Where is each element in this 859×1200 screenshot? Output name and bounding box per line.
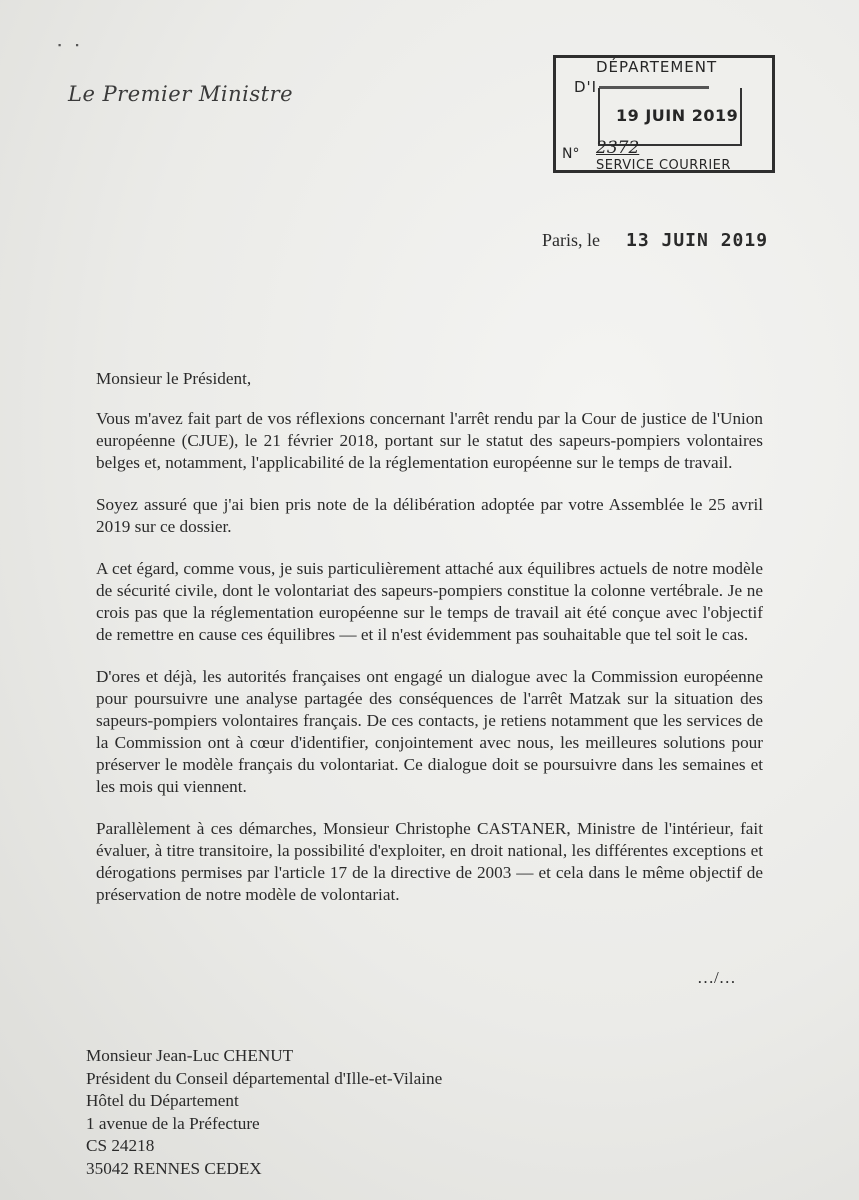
recipient-address <box>86 1045 442 1180</box>
paragraph: A cet égard, comme vous, je suis particulièrement attaché aux équilibres actuels de notre modèle de sécurité civile, dont le volontariat des sapeurs-pompiers constitue la colonne vertébrale. Je ne crois pas que la réglementation européenne sur le temps de travail ait été conçue avec l'objectif de remettre en cause ces équilibres — et il n'est évidemment pas souhaitable que tel soit le cas. <box>96 559 763 644</box>
address-line: CS 24218 <box>86 1136 155 1155</box>
corner-mark: ▪ ▪ <box>58 40 85 50</box>
address-line: 35042 RENNES CEDEX <box>86 1158 262 1178</box>
address-line: 1 avenue de la Préfecture <box>86 1113 260 1133</box>
salutation: Monsieur le Président, <box>96 369 252 388</box>
stamp-number: 2372 <box>596 138 640 158</box>
address-line: Monsieur Jean-Luc CHENUT <box>86 1046 294 1065</box>
stamp-department-line2: D'I <box>574 78 709 96</box>
date-place: Paris, le <box>542 230 600 250</box>
stamp-number-label: N° <box>562 146 580 162</box>
address-line: Président du Conseil départemental d'Ille-et-Vilaine <box>86 1068 443 1088</box>
date-line <box>542 230 768 251</box>
letter-body <box>96 368 763 926</box>
paragraph: Vous m'avez fait part de vos réflexions concernant l'arrêt rendu par la Cour de justice de l'Union européenne (CJUE), le 21 février 2018, portant sur le statut des sapeurs-pompiers volontaires belges et, notamment, l'applicabilité de la réglementation européenne sur le temps de travail. <box>96 409 763 472</box>
paragraph: Soyez assuré que j'ai bien pris note de la délibération adoptée par votre Assemblée le 25 avril 2019 sur ce dossier. <box>96 495 763 536</box>
paragraph: D'ores et déjà, les autorités françaises ont engagé un dialogue avec la Commission européenne pour poursuivre une analyse partagée des conséquences de l'arrêt Matzak sur la situation des sapeurs-pompiers volontaires français. De ces contacts, je retiens notamment que les services de la Commission ont à cœur d'identifier, conjointement avec nous, les meilleures solutions pour préserver le modèle français du volontariat. Ce dialogue doit se poursuivre dans les semaines et les mois qui viennent. <box>96 667 763 796</box>
continuation-mark: …/… <box>697 968 736 987</box>
date-value: 13 JUIN 2019 <box>626 230 769 251</box>
stamp-service: SERVICE COURRIER <box>596 158 731 173</box>
paragraph: Parallèlement à ces démarches, Monsieur Christophe CASTANER, Ministre de l'intérieur, fait évaluer, à titre transitoire, la possibilité d'exploiter, en droit national, les différentes exceptions et dérogations permises par l'article 17 de la directive de 2003 — et cela dans le même objectif de préservation de notre modèle de volontariat. <box>96 819 763 904</box>
letterhead-title: Le Premier Ministre <box>68 82 294 106</box>
stamp-date: 19 JUIN 2019 <box>616 106 739 125</box>
address-line: Hôtel du Département <box>86 1091 239 1110</box>
received-stamp <box>553 55 775 173</box>
stamp-department: DÉPARTEMENT <box>596 58 718 76</box>
